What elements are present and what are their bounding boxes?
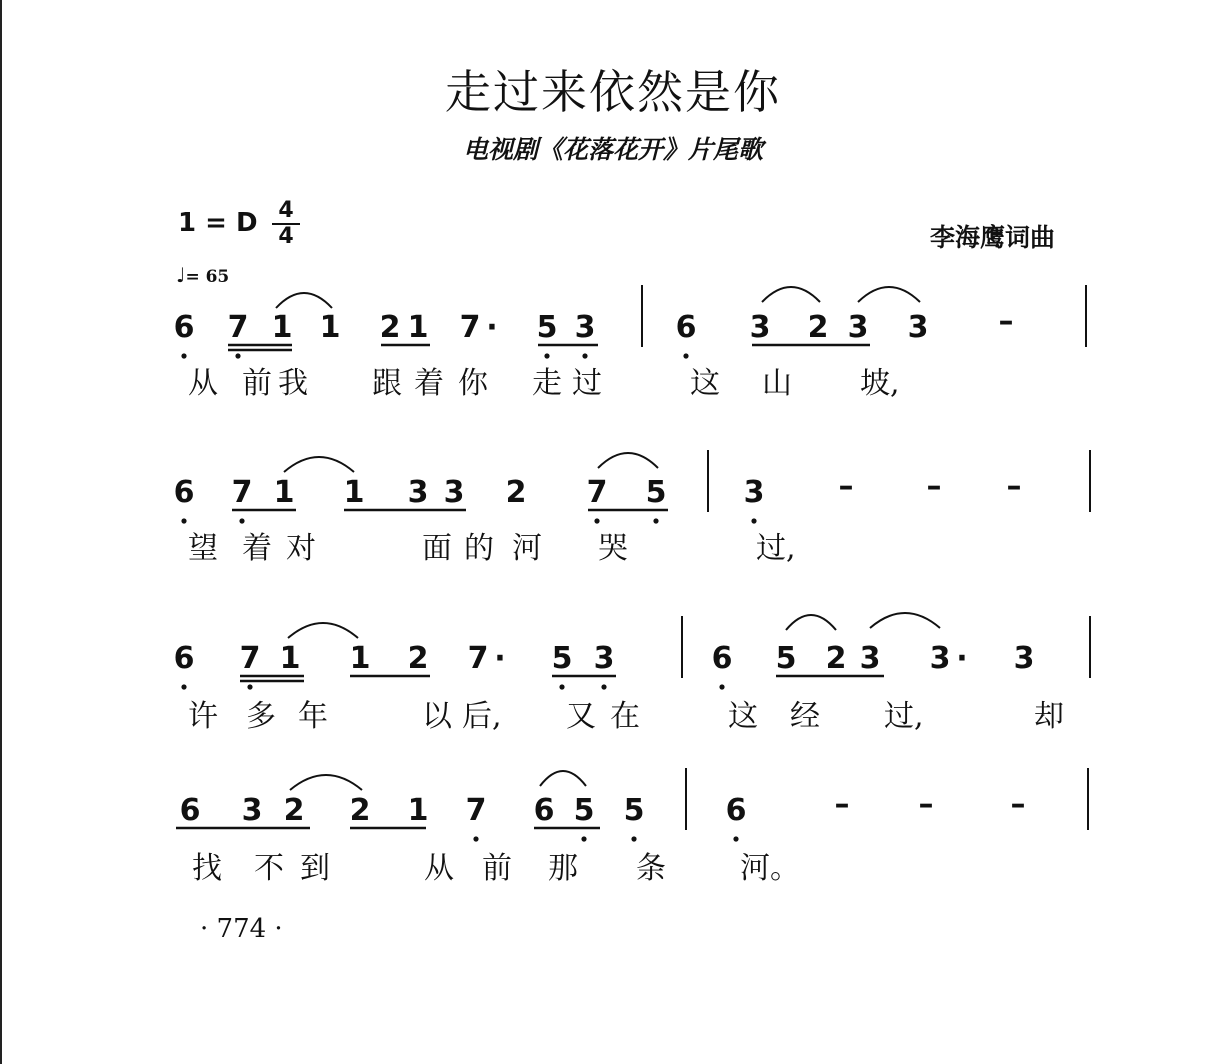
score-note: 3 bbox=[749, 310, 771, 345]
score-note: 2 bbox=[349, 793, 371, 828]
lyric-syllable: 不 bbox=[254, 851, 284, 886]
page-number: · 774 · bbox=[200, 914, 283, 944]
lyric-syllable: 过, bbox=[884, 699, 924, 734]
score-note: 5 bbox=[775, 641, 797, 676]
score-note: 3 bbox=[907, 310, 929, 345]
score-note: 3 bbox=[1013, 641, 1035, 676]
lyric-syllable: 又 bbox=[566, 699, 596, 734]
time-signature-numerator: 4 bbox=[272, 200, 300, 225]
lyric-syllable: 望 bbox=[188, 531, 218, 566]
score-note: 3 bbox=[574, 310, 596, 345]
score-note: 7 bbox=[227, 310, 249, 345]
score-note: 6 bbox=[711, 641, 733, 676]
octave-dot bbox=[181, 518, 186, 523]
score-note: 7 bbox=[465, 793, 487, 828]
lyric-syllable: 从 bbox=[188, 366, 218, 401]
score-note: 7 bbox=[586, 475, 608, 510]
score-note: 3 bbox=[743, 475, 765, 510]
octave-dot bbox=[653, 518, 658, 523]
score-note: 2 bbox=[807, 310, 829, 345]
lyric-syllable: 过 bbox=[572, 366, 602, 401]
score-note: 1 bbox=[407, 310, 429, 345]
slur-mark bbox=[598, 453, 658, 468]
lyric-syllable: 面 bbox=[422, 531, 452, 566]
octave-dot bbox=[239, 518, 244, 523]
octave-dot bbox=[559, 684, 564, 689]
lyric-syllable: 这 bbox=[690, 366, 720, 401]
lyric-syllable: 过, bbox=[756, 531, 796, 566]
score-note: 6 bbox=[675, 310, 697, 345]
lyric-syllable: 那 bbox=[548, 851, 578, 886]
score-note: – bbox=[998, 304, 1014, 339]
lyric-syllable: 找 bbox=[192, 851, 222, 886]
lyric-syllable: 着 bbox=[414, 366, 444, 401]
lyric-syllable: 年 bbox=[298, 699, 328, 734]
slur-mark bbox=[540, 771, 586, 786]
octave-dot bbox=[247, 684, 252, 689]
lyric-syllable: 山 bbox=[762, 366, 792, 401]
score-note: 2 bbox=[379, 310, 401, 345]
slur-mark bbox=[288, 623, 358, 638]
slur-mark bbox=[284, 457, 354, 472]
lyric-syllable: 着 bbox=[242, 531, 272, 566]
score-note: 1 bbox=[319, 310, 341, 345]
lyric-syllable: 从 bbox=[424, 851, 454, 886]
score-note: – bbox=[918, 787, 934, 822]
lyric-syllable: 条 bbox=[636, 851, 666, 886]
lyric-syllable: 到 bbox=[300, 851, 330, 886]
quarter-note-icon: ♩ bbox=[176, 263, 186, 287]
score-note: 3 bbox=[241, 793, 263, 828]
score-note: 3 bbox=[407, 475, 429, 510]
lyric-syllable: 走 bbox=[532, 366, 562, 401]
lyric-syllable: 后, bbox=[462, 699, 502, 734]
score-note: 1 bbox=[279, 641, 301, 676]
octave-dot bbox=[181, 684, 186, 689]
score-note: 2 bbox=[825, 641, 847, 676]
song-subtitle: 电视剧《花落花开》片尾歌 bbox=[462, 135, 763, 164]
octave-dot bbox=[544, 353, 549, 358]
score-note: 5 bbox=[536, 310, 558, 345]
lyric-syllable: 河。 bbox=[740, 851, 800, 886]
score-note: 3 bbox=[443, 475, 465, 510]
slur-mark bbox=[762, 287, 820, 302]
score-note: 6 bbox=[179, 793, 201, 828]
lyric-syllable: 你 bbox=[458, 366, 488, 401]
score-note: 1 bbox=[349, 641, 371, 676]
lyric-syllable: 经 bbox=[790, 699, 820, 734]
lyric-syllable: 以 bbox=[422, 699, 452, 734]
lyric-syllable: 却 bbox=[1034, 699, 1064, 734]
score-note: 6 bbox=[173, 475, 195, 510]
score-note: 5 bbox=[573, 793, 595, 828]
score-note: – bbox=[1010, 787, 1026, 822]
score-note: 7 bbox=[231, 475, 253, 510]
score-note: 6 bbox=[533, 793, 555, 828]
score-note: · bbox=[494, 641, 506, 676]
lyric-syllable: 对 bbox=[286, 531, 316, 566]
score-note: 1 bbox=[407, 793, 429, 828]
score-note: 1 bbox=[273, 475, 295, 510]
lyric-syllable: 前 bbox=[482, 851, 512, 886]
score-note: 1 bbox=[343, 475, 365, 510]
score-note: – bbox=[838, 469, 854, 504]
key-signature: 1 = D bbox=[178, 208, 258, 238]
lyric-syllable: 这 bbox=[728, 699, 758, 734]
score-note: 7 bbox=[239, 641, 261, 676]
score-note: 2 bbox=[407, 641, 429, 676]
octave-dot bbox=[601, 684, 606, 689]
lyric-syllable: 我 bbox=[278, 366, 308, 401]
score-note: 1 bbox=[271, 310, 293, 345]
octave-dot bbox=[719, 684, 724, 689]
score-note: – bbox=[834, 787, 850, 822]
octave-dot bbox=[631, 836, 636, 841]
slur-mark bbox=[870, 613, 940, 628]
lyric-syllable: 的 bbox=[464, 531, 494, 566]
lyric-syllable: 前 bbox=[242, 366, 272, 401]
score-note: 2 bbox=[505, 475, 527, 510]
score-note: 3 bbox=[847, 310, 869, 345]
score-note: · bbox=[486, 310, 498, 345]
score-note: 5 bbox=[551, 641, 573, 676]
octave-dot bbox=[594, 518, 599, 523]
score-note: 7 bbox=[467, 641, 489, 676]
score-note: 6 bbox=[173, 310, 195, 345]
slur-mark bbox=[858, 287, 920, 302]
score-note: · bbox=[956, 641, 968, 676]
score-note: 7 bbox=[459, 310, 481, 345]
octave-dot bbox=[683, 353, 688, 358]
score-note: 3 bbox=[859, 641, 881, 676]
score-note: 6 bbox=[725, 793, 747, 828]
octave-dot bbox=[581, 836, 586, 841]
slur-mark bbox=[290, 775, 362, 790]
score-note: 6 bbox=[173, 641, 195, 676]
score-note: 5 bbox=[623, 793, 645, 828]
score-note: – bbox=[1006, 469, 1022, 504]
lyric-syllable: 河 bbox=[512, 531, 542, 566]
score-note: 2 bbox=[283, 793, 305, 828]
octave-dot bbox=[473, 836, 478, 841]
slur-mark bbox=[276, 293, 332, 308]
score-note: – bbox=[926, 469, 942, 504]
octave-dot bbox=[751, 518, 756, 523]
score-note: 3 bbox=[593, 641, 615, 676]
octave-dot bbox=[733, 836, 738, 841]
lyric-syllable: 多 bbox=[246, 699, 276, 734]
score-note: 3 bbox=[929, 641, 951, 676]
time-signature-denominator: 4 bbox=[278, 224, 294, 249]
slur-mark bbox=[786, 615, 836, 630]
song-title: 走过来依然是你 bbox=[445, 65, 781, 119]
octave-dot bbox=[235, 353, 240, 358]
tempo-value: = 65 bbox=[185, 267, 230, 287]
lyric-syllable: 哭 bbox=[598, 531, 628, 566]
score-note: 5 bbox=[645, 475, 667, 510]
lyric-syllable: 在 bbox=[610, 699, 640, 734]
lyric-syllable: 坡, bbox=[860, 366, 900, 401]
lyric-syllable: 跟 bbox=[372, 366, 402, 401]
composer-credit: 李海鹰词曲 bbox=[930, 223, 1056, 252]
octave-dot bbox=[582, 353, 587, 358]
lyric-syllable: 许 bbox=[188, 699, 218, 734]
octave-dot bbox=[181, 353, 186, 358]
